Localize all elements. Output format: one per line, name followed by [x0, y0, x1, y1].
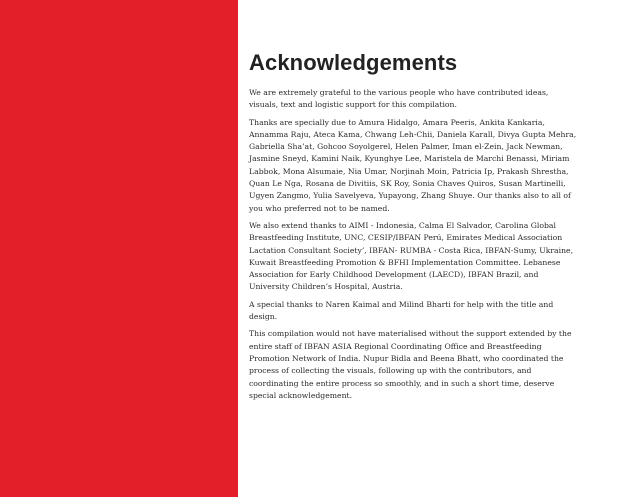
- paragraph-design-thanks: A special thanks to Naren Kaimal and Milind Bharti for help with the title and design.: [249, 299, 554, 322]
- acknowledgements-section: [249, 50, 579, 407]
- paragraph-individual-thanks: Thanks are specially due to Amura Hidalgo, Amara Peeris, Ankita Kankaria, Annamma Raju, Ateca Kama, Chwang Leh-Chii, Daniela Karall, Divya Gupta Mehra, Gabriella Sha’at, Gohcoo Soyolgerel, Helen Palmer, Iman el-Zein, Jack Newman, Jasmine Sneyd, Kamini Naik, Kyunghye Lee, Maristela de Marchi Benassi, Miriam Labbok, Mona Alsumaie, Nia Umar, Norjinah Moin, Patricia Ip, Prakash Shrestha, Quan Le Nga, Rosana de Divitiis, SK Roy, Sonia Chaves Quiros, Susan Martinelli, Ugyen Zangmo, Yulia Savelyeva, Yupayong, Zhang Shuye. Our thanks also to all of you who preferred not to be named.: [249, 117, 577, 213]
- red-accent-band: [0, 0, 238, 497]
- paragraph-staff-thanks: This compilation would not have materialised without the support extended by the entire staff of IBFAN ASIA Regional Coordinating Office and Breastfeeding Promotion Network of India. Nupur Bidla and Beena Bhatt, who coordinated the process of collecting the visuals, following up with the contributors, and coordinating the entire process so smoothly, and in such a short time, deserve special acknowledgement.: [249, 329, 572, 400]
- paragraph-intro: We are extremely grateful to the various people who have contributed ideas, visuals, text and logistic support for this compilation.: [249, 88, 549, 110]
- page-title: Acknowledgements: [249, 50, 458, 75]
- paragraph-organization-thanks: We also extend thanks to AIMI - Indonesia, Calma El Salvador, Carolina Global Breastfeeding Institute, UNC, CESIP/IBFAN Perú, Emirates Medical Association Lactation Consultant Society’, IBFAN- RUMBA - Costa Rica, IBFAN-Sumy, Ukraine, Kuwait Breastfeeding Promotion & BFHI Implementation Committee. Lebanese Association for Early Childhood Development (LAECD), IBFAN Brazil, and University Children’s Hospital, Austria.: [249, 220, 574, 292]
